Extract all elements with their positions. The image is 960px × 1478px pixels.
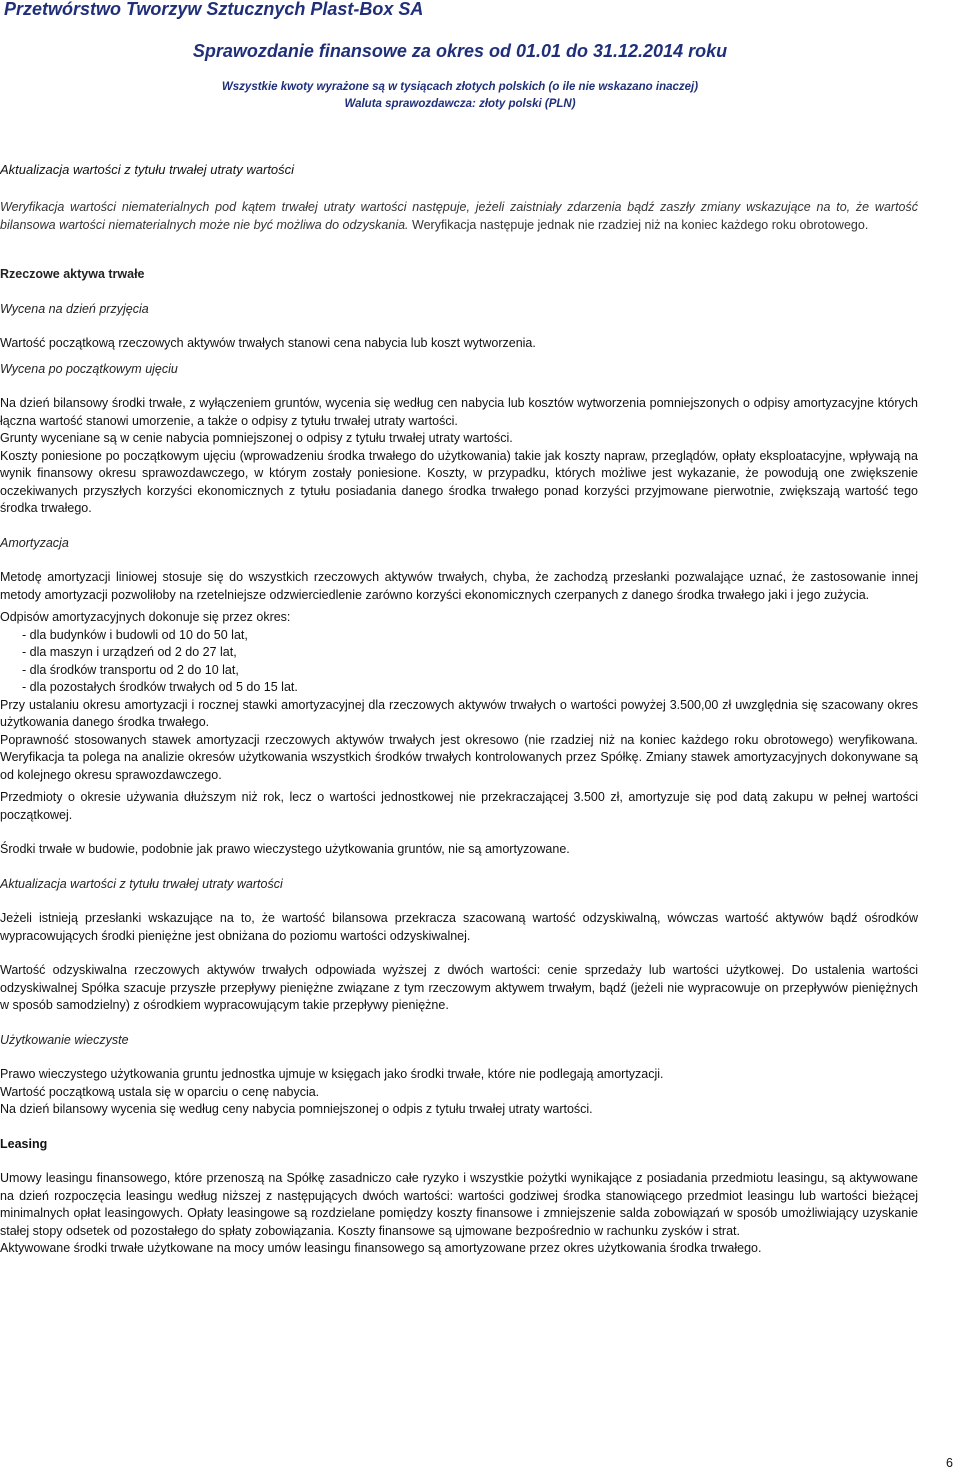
depreciation-heading: Amortyzacja [0,535,69,550]
subsequent-valuation-p1: Na dzień bilansowy środki trwałe, z wyłączeniem gruntów, wycenia się według cen nabycia lub kosztów wytworzenia pomniejszonych o odpisy amortyzacyjne których łączna wartość stanowi umorzenie, a także o odpisy z tytułu trwałej utraty wartości. [0,396,918,428]
subsequent-valuation-p3: Koszty poniesione po początkowym ujęciu (wprowadzeniu środka trwałego do użytkowania) takie jak koszty napraw, przeglądów, opłaty eksploatacyjne, wpływają na wynik finansowy okresu sprawozdawczego, w którym zostały poniesione. Koszty, w przypadku, których możliwe jest wykazanie, że powodują one zwiększenie oczekiwanych przyszłych korzyści ekonomicznych z tytułu posiadania danego środka trwałego ponad korzyści przyjmowane pierwotnie, zwiększają wartość tego środka trwałego. [0,448,918,515]
currency-note: Waluta sprawozdawcza: złoty polski (PLN) [344,98,576,110]
depreciation-p5: Środki trwałe w budowie, podobnie jak prawo wieczystego użytkowania gruntów, nie są amortyzowane. [0,842,570,856]
tangible-impairment-p1: Jeżeli istnieją przesłanki wskazujące na to, że wartość bilansowa przekracza szacowaną wartość odzyskiwalną, wówczas wartość aktywów bądź ośrodków wypracowujących środki pieniężne jest obniżana do poziomu wartości odzyskiwalnej. [0,911,918,943]
leasing-heading: Leasing [0,1136,48,1151]
tangible-impairment-heading: Aktualizacja wartości z tytułu trwałej utraty wartości [0,876,283,891]
tangible-impairment-p2: Wartość odzyskiwalna rzeczowych aktywów trwałych odpowiada wyższej z dwóch wartości: cenie sprzedaży lub wartości użytkowej. Do ustalenia wartości odzyskiwalnej Spółka szacuje przyszłe przepływy pieniężne związane z tym rzeczowym aktywem trwałym, bądź (jeżeli nie wypracowuje on przepływów pieniężnych w sposób samodzielny) z ośrodkiem wypracowującym takie przepływy pieniężne. [0,963,918,1012]
intangibles-impairment-heading: Aktualizacja wartości z tytułu trwałej utraty wartości [0,162,295,177]
page-number: 6 [946,1456,953,1470]
depreciation-period-item: - dla budynków i budowli od 10 do 50 lat, [22,627,248,642]
leasing-p1: Umowy leasingu finansowego, które przenoszą na Spółkę zasadniczo całe ryzyko i wszystkie pożytki wynikające z posiadania przedmiotu leasingu, są aktywowane na dzień rozpoczęcia leasingu według niższej z następujących dwóch wartości: wartości godziwej środka stanowiącego przedmiot leasingu lub wartości bieżącej minimalnych opłat leasingowych. Opłaty leasingowe są rozdzielane pomiędzy koszty finansowe i zmniejszenie salda zobowiązań w sposób umożliwiający uzyskanie stałej stopy odsetek od pozostałego do spłaty zobowiązania. Koszty finansowe są ujmowane bezpośrednio w rachunku zysków i strat. [0,1171,918,1238]
depreciation-p1: Metodę amortyzacji liniowej stosuje się do wszystkich rzeczowych aktywów trwałych, chyba, że zachodzą przesłanki pozwalające uznać, że zastosowanie innej metody amortyzacji pozwoliłoby na rzetelniejsze odzwierciedlenie zarówno korzyści ekonomicznych czerpanych z danego środka trwałego jaki i jego zużycia. [0,570,918,602]
intangibles-impairment-text-part2: Weryfikacja następuje jednak nie rzadziej niż na koniec każdego roku obrotowego. [408,218,869,232]
depreciation-p4: Przedmioty o okresie używania dłuższym niż rok, lecz o wartości jednostkowej nie przekraczającej 3.500 zł, amortyzuje się pod datą zakupu w pełnej wartości początkowej. [0,790,918,822]
perpetual-usufruct-line-2: Wartość początkową ustala się w oparciu o cenę nabycia. [0,1084,320,1099]
company-name: Przetwórstwo Tworzyw Sztucznych Plast-Box SA [4,0,424,19]
report-title: Sprawozdanie finansowe za okres od 01.01 do 31.12.2014 roku [192,41,728,61]
depreciation-period-item: - dla maszyn i urządzeń od 2 do 27 lat, [22,645,237,659]
subsequent-valuation-p2: Grunty wyceniane są w cenie nabycia pomniejszonej o odpisy z tytułu trwałej utraty wartości. [0,431,513,445]
perpetual-usufruct-heading: Użytkowanie wieczyste [0,1032,129,1047]
depreciation-periods-intro: Odpisów amortyzacyjnych dokonuje się przez okres: [0,610,291,624]
depreciation-period-item: - dla środków transportu od 2 do 10 lat, [22,662,239,677]
depreciation-period-item: - dla pozostałych środków trwałych od 5 do 15 lat. [22,680,298,694]
perpetual-usufruct-line-1: Prawo wieczystego użytkowania gruntu jednostka ujmuje w księgach jako środki trwałe, które nie podlegają amortyzacji. [0,1067,664,1081]
subsequent-valuation-heading: Wycena po początkowym ujęciu [0,361,178,376]
perpetual-usufruct-line-3: Na dzień bilansowy wycenia się według ceny nabycia pomniejszonej o odpis z tytułu trwałej utraty wartości. [0,1102,593,1116]
depreciation-p2: Przy ustalaniu okresu amortyzacji i rocznej stawki amortyzacyjnej dla rzeczowych aktywów trwałych o wartości powyżej 3.500,00 zł uwzględnia się szacowany okres użytkowania danego środka trwałego. [0,697,918,729]
tangible-assets-heading: Rzeczowe aktywa trwałe [0,267,145,281]
intangibles-impairment-text [0,198,918,234]
initial-valuation-heading: Wycena na dzień przyjęcia [0,301,149,316]
intangibles-impairment-text-part1: Weryfikacja wartości niematerialnych pod kątem trwałej utraty wartości następuje, jeżeli zaistniały zdarzenia bądź zaszły zmiany wskazujące na to, że wartość bilansowa wartości niematerialnych może nie być możliwa do odzyskania. [0,200,918,232]
document-body [0,266,918,1258]
depreciation-p3: Poprawność stosowanych stawek amortyzacji rzeczowych aktywów trwałych jest okresowo (nie rzadziej niż na koniec każdego roku obrotowego) weryfikowana. Weryfikacja ta polega na analizie okresów użytkowania wszystkich środków trwałych kontrolowanych przez Spółkę. Zmiany stawek amortyzacyjnych dokonywane są od kolejnego okresu sprawozdawczego. [0,732,918,782]
initial-valuation-text: Wartość początkową rzeczowych aktywów trwałych stanowi cena nabycia lub koszt wytworzenia. [0,336,536,350]
leasing-p2: Aktywowane środki trwałe użytkowane na mocy umów leasingu finansowego są amortyzowane przez okres użytkowania środka trwałego. [0,1241,762,1255]
amounts-note: Wszystkie kwoty wyrażone są w tysiącach złotych polskich (o ile nie wskazano inaczej) [221,81,699,93]
